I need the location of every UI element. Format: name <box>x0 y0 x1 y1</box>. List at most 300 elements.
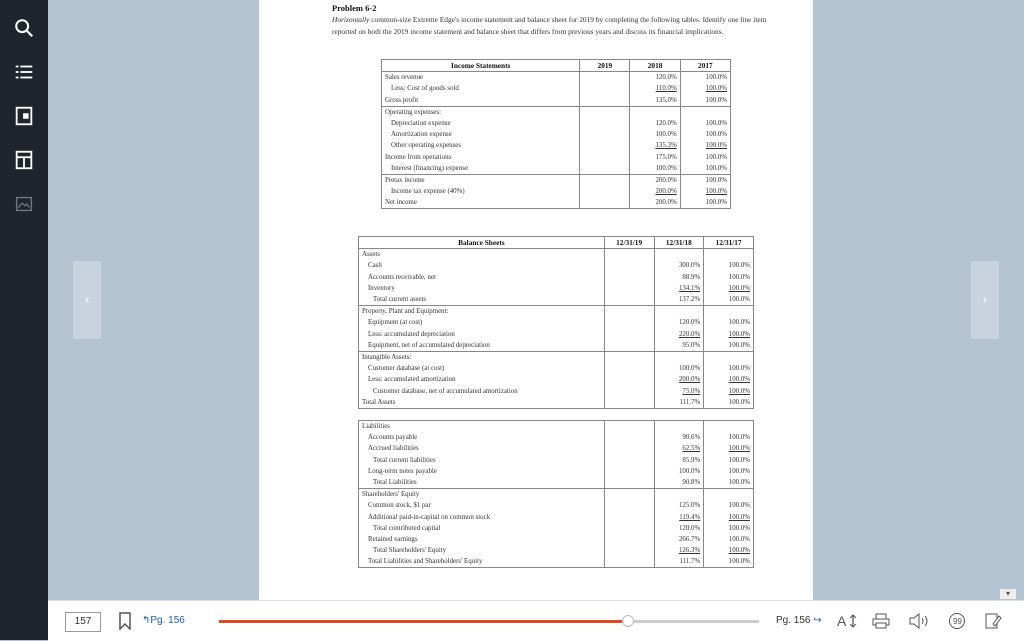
cell-2017 <box>680 174 730 186</box>
value: 120.0% <box>678 319 701 327</box>
row-label: Other operating expenses <box>382 140 580 151</box>
row-label: Amortization expense <box>382 129 580 140</box>
svg-text:A: A <box>837 613 847 629</box>
cell-2017 <box>704 489 754 501</box>
cell-2017 <box>704 545 754 556</box>
value: 100.0% <box>705 96 727 104</box>
cell-2019 <box>580 186 630 197</box>
cell-2017 <box>680 163 730 175</box>
cell-2018 <box>654 489 704 501</box>
balance-row <box>359 489 754 501</box>
row-label: Equipment (at cost) <box>359 317 605 328</box>
row-label: Less: accumulated depreciation <box>359 329 605 340</box>
value: 135.0% <box>655 96 677 104</box>
value: 120.0% <box>678 524 701 532</box>
balance-row <box>359 374 754 385</box>
cell-2018 <box>654 545 704 556</box>
value: 100.0% <box>728 502 750 510</box>
balance-row <box>359 294 754 306</box>
row-label: Common stock, $1 par <box>359 500 605 511</box>
cell-2018 <box>654 374 704 385</box>
cell-2018 <box>654 534 704 545</box>
year-header: 2017 <box>680 60 730 72</box>
cell-2019 <box>580 152 630 163</box>
cell-2018 <box>630 72 680 84</box>
income-row <box>382 186 731 197</box>
bottom-toolbar <box>48 589 1024 641</box>
value: 100.0% <box>705 176 727 184</box>
cell-2018 <box>630 174 680 186</box>
cell-2017 <box>704 363 754 374</box>
cell-2017 <box>704 512 754 523</box>
cell-2017 <box>680 152 730 163</box>
cell-2019 <box>604 374 654 385</box>
cell-2019 <box>580 106 630 118</box>
value: 100.0% <box>728 558 750 566</box>
cell-2019 <box>604 317 654 328</box>
cell-2018 <box>654 443 704 454</box>
value: 100.0% <box>728 319 750 327</box>
balance-row <box>359 500 754 511</box>
value: 100.0% <box>728 296 750 304</box>
book-page <box>259 0 813 600</box>
value: 90.6% <box>682 434 701 442</box>
left-toolbar <box>0 0 48 640</box>
cell-2018 <box>654 260 704 271</box>
cell-2017 <box>680 95 730 107</box>
value: 75.0% <box>682 387 701 395</box>
value: 100.0% <box>678 365 701 373</box>
cell-2018 <box>630 83 680 94</box>
cell-2019 <box>604 489 654 501</box>
cell-2017 <box>704 306 754 318</box>
cell-2017 <box>680 83 730 94</box>
cell-2019 <box>604 432 654 443</box>
row-label: Total current liabilities <box>359 455 605 466</box>
value: 100.0% <box>705 74 727 82</box>
problem-title: Problem 6-2 <box>332 3 377 13</box>
row-label: Accounts receivable, net <box>359 272 605 283</box>
income-statement-table <box>381 59 731 209</box>
value: 88.9% <box>682 273 701 281</box>
balance-row <box>359 466 754 477</box>
value: 175.0% <box>655 153 677 161</box>
cell-2018 <box>630 186 680 197</box>
value: 100.0% <box>705 188 727 196</box>
share-icon: ↪ <box>813 615 822 626</box>
value: 100.0% <box>678 467 701 475</box>
balance-row <box>359 317 754 328</box>
value: 100.0% <box>705 142 727 150</box>
row-label: Equipment, net of accumulated depreciation <box>359 340 605 352</box>
cell-2017 <box>704 421 754 433</box>
cell-2017 <box>680 129 730 140</box>
cell-2018 <box>654 512 704 523</box>
cell-2018 <box>630 118 680 129</box>
value: 100.0% <box>728 376 750 384</box>
value: 125.0% <box>678 502 701 510</box>
cell-2019 <box>604 545 654 556</box>
row-label: Less: Cost of goods sold <box>382 83 580 94</box>
row-label: Property, Plant and Equipment: <box>359 306 605 318</box>
cell-2018 <box>654 294 704 306</box>
cell-2018 <box>654 500 704 511</box>
value: 100.0% <box>728 513 750 521</box>
income-row <box>382 140 731 151</box>
balance-row <box>359 432 754 443</box>
cell-2019 <box>604 363 654 374</box>
cell-2018 <box>654 466 704 477</box>
cell-2017 <box>680 197 730 209</box>
cell-2019 <box>580 197 630 209</box>
value: 120.0% <box>655 120 677 128</box>
cell-2018 <box>654 329 704 340</box>
cell-2019 <box>604 466 654 477</box>
cell-2017 <box>680 118 730 129</box>
balance-row <box>359 260 754 271</box>
progress-fill <box>219 620 628 623</box>
cell-2018 <box>654 306 704 318</box>
value: 100.0% <box>728 330 750 338</box>
spacer-row <box>359 408 754 420</box>
balance-row <box>359 249 754 261</box>
date-header: 12/31/17 <box>704 237 754 249</box>
income-title: Income Statements <box>382 60 580 72</box>
flashcard-icon[interactable] <box>10 146 38 174</box>
balance-row <box>359 283 754 294</box>
value: 62.5% <box>682 445 701 453</box>
row-label: Interest (financing) expense <box>382 163 580 175</box>
year-header: 2018 <box>630 60 680 72</box>
cell-2017 <box>704 432 754 443</box>
cell-2019 <box>604 512 654 523</box>
balance-row <box>359 397 754 409</box>
row-label: Additional paid-in-capital on common stock <box>359 512 605 523</box>
balance-row <box>359 329 754 340</box>
row-label: Depreciation expense <box>382 118 580 129</box>
font-size-icon[interactable] <box>836 611 858 631</box>
cell-2018 <box>654 556 704 568</box>
prev-page-button[interactable] <box>73 261 101 339</box>
row-label: Assets <box>359 249 605 261</box>
row-label: Less: accumulated amortization <box>359 374 605 385</box>
cell-2019 <box>604 397 654 409</box>
cell-2018 <box>654 477 704 489</box>
cell-2017 <box>704 397 754 409</box>
row-label: Liabilities <box>359 421 605 433</box>
value: 100.0% <box>728 273 750 281</box>
cell-2018 <box>654 432 704 443</box>
cell-2019 <box>604 306 654 318</box>
cell-2017 <box>704 385 754 396</box>
row-label: Gross profit <box>382 95 580 107</box>
value: 100.0% <box>728 262 750 270</box>
value: 100.0% <box>728 535 750 543</box>
cell-2019 <box>580 163 630 175</box>
row-label: Pretax income <box>382 174 580 186</box>
value: 100.0% <box>728 398 750 406</box>
value: 100.0% <box>655 164 677 172</box>
current-page-label <box>776 615 822 626</box>
cell-2017 <box>704 556 754 568</box>
row-label: Cash <box>359 260 605 271</box>
value: 100.0% <box>728 341 750 349</box>
notebook-icon[interactable] <box>10 102 38 130</box>
cell-2018 <box>654 421 704 433</box>
value: 100.0% <box>728 434 750 442</box>
cell-2018 <box>654 385 704 396</box>
svg-text:99: 99 <box>953 617 962 626</box>
cell-2018 <box>654 397 704 409</box>
row-label: Long-term notes payable <box>359 466 605 477</box>
cell-2018 <box>654 351 704 363</box>
balance-row <box>359 512 754 523</box>
cell-2017 <box>704 455 754 466</box>
income-row <box>382 72 731 84</box>
cell-2019 <box>580 83 630 94</box>
row-label: Operating expenses: <box>382 106 580 118</box>
cell-2019 <box>604 534 654 545</box>
year-header: 2019 <box>580 60 630 72</box>
annotate-icon[interactable] <box>982 611 1004 631</box>
row-label: Total Assets <box>359 397 605 409</box>
cell-2019 <box>604 421 654 433</box>
cell-2019 <box>580 95 630 107</box>
cell-2018 <box>630 129 680 140</box>
value: 100.0% <box>728 445 750 453</box>
cell-2018 <box>630 163 680 175</box>
cell-2018 <box>654 283 704 294</box>
value: 100.0% <box>728 456 750 464</box>
cell-2018 <box>630 197 680 209</box>
balance-row <box>359 351 754 363</box>
balance-row <box>359 385 754 396</box>
row-label: Inventory <box>359 283 605 294</box>
balance-row <box>359 556 754 568</box>
balance-row <box>359 545 754 556</box>
cell-2018 <box>630 152 680 163</box>
cell-2019 <box>604 340 654 352</box>
row-label: Total contributed capital <box>359 523 605 534</box>
cell-2018 <box>654 272 704 283</box>
cell-2017 <box>680 186 730 197</box>
problem-lead: Horizontally <box>332 15 370 24</box>
cell-2019 <box>604 249 654 261</box>
value: 134.1% <box>678 284 701 292</box>
row-label: Net income <box>382 197 580 209</box>
cell-2019 <box>604 272 654 283</box>
value: 100.0% <box>705 153 727 161</box>
value: 100.0% <box>705 120 727 128</box>
cell-2017 <box>704 249 754 261</box>
value: 220.0% <box>678 330 701 338</box>
value: 200.0% <box>678 376 701 384</box>
balance-row <box>359 534 754 545</box>
value: 137.2% <box>678 296 701 304</box>
date-header: 12/31/19 <box>604 237 654 249</box>
cell-2019 <box>604 443 654 454</box>
value: 200.0% <box>655 176 677 184</box>
current-page-text: Pg. 156 <box>776 615 811 626</box>
cell-2017 <box>704 500 754 511</box>
cell-2017 <box>704 351 754 363</box>
cell-2017 <box>704 466 754 477</box>
cell-2017 <box>704 329 754 340</box>
row-label: Income tax expense (40%) <box>382 186 580 197</box>
cell-2017 <box>704 523 754 534</box>
value: 300.0% <box>678 262 701 270</box>
value: 100.0% <box>705 199 727 207</box>
value: 100.0% <box>655 131 677 139</box>
back-to-page-link[interactable] <box>142 615 185 626</box>
balance-row <box>359 340 754 352</box>
row-label: Total Liabilities and Shareholders' Equity <box>359 556 605 568</box>
row-label: Accrued liabilities <box>359 443 605 454</box>
reading-progress-slider[interactable] <box>219 620 759 623</box>
print-icon[interactable] <box>870 611 892 631</box>
balance-row <box>359 306 754 318</box>
income-row <box>382 152 731 163</box>
row-label: Shareholders' Equity <box>359 489 605 501</box>
value: 266.7% <box>678 535 701 543</box>
value: 95.0% <box>682 341 701 349</box>
cell-2018 <box>630 95 680 107</box>
value: 111.7% <box>679 558 701 566</box>
value: 90.8% <box>682 479 701 487</box>
balance-row <box>359 363 754 374</box>
income-row <box>382 129 731 140</box>
balance-row <box>359 421 754 433</box>
cell-2018 <box>654 340 704 352</box>
cell-2019 <box>580 118 630 129</box>
search-icon[interactable] <box>10 14 38 42</box>
value: 200.0% <box>655 199 677 207</box>
chevron-right-icon: › <box>982 293 988 307</box>
balance-sheet-table <box>358 236 754 568</box>
income-row <box>382 197 731 209</box>
cell-2019 <box>604 477 654 489</box>
value: 85.9% <box>682 456 701 464</box>
income-row <box>382 163 731 175</box>
cell-2018 <box>630 106 680 118</box>
cell-2019 <box>604 455 654 466</box>
cell-2019 <box>604 523 654 534</box>
undo-arrow-icon: ↰ <box>142 615 151 626</box>
row-label: Total current assets <box>359 294 605 306</box>
page-number-input[interactable]: 157 <box>65 612 101 632</box>
cell-2017 <box>704 534 754 545</box>
cell-2019 <box>580 129 630 140</box>
cell-2018 <box>654 249 704 261</box>
problem-body: common-size Extreme Edge's income statement and balance sheet for 2019 by completing the following tables. Identify one line item reported on both the 2019 income statement and balance sheet that differs from previous years and discuss its financial implications. <box>332 15 767 36</box>
value: 100.0% <box>728 524 750 532</box>
value: 100.0% <box>705 164 727 172</box>
comment-icon[interactable] <box>946 611 968 631</box>
cell-2019 <box>604 260 654 271</box>
image-icon[interactable] <box>10 190 38 218</box>
value: 100.0% <box>705 131 727 139</box>
income-row <box>382 118 731 129</box>
income-row <box>382 106 731 118</box>
balance-row <box>359 523 754 534</box>
list-icon[interactable] <box>10 58 38 86</box>
next-page-button[interactable] <box>971 261 999 339</box>
cell-2017 <box>680 140 730 151</box>
bookmark-icon[interactable] <box>118 612 132 633</box>
row-label: Customer database, net of accumulated amortization <box>359 385 605 396</box>
progress-handle[interactable] <box>622 615 634 627</box>
balance-row <box>359 477 754 489</box>
value: 100.0% <box>728 547 750 555</box>
balance-row <box>359 272 754 283</box>
cell-2018 <box>654 317 704 328</box>
cell-2019 <box>604 294 654 306</box>
row-label: Customer database (at cost) <box>359 363 605 374</box>
row-label: Intangible Assets: <box>359 351 605 363</box>
balance-title: Balance Sheets <box>359 237 605 249</box>
value: 126.3% <box>678 547 701 555</box>
value: 110.0% <box>655 85 677 93</box>
row-label: Sales revenue <box>382 72 580 84</box>
cell-2017 <box>704 283 754 294</box>
back-page-label: Pg. 156 <box>150 615 185 626</box>
cell-2019 <box>580 140 630 151</box>
value: 100.0% <box>728 467 750 475</box>
cell-2017 <box>704 317 754 328</box>
row-label: Total Liabilities <box>359 477 605 489</box>
value: 119.4% <box>679 513 701 521</box>
value: 100.0% <box>728 387 750 395</box>
cell-2019 <box>604 556 654 568</box>
cell-2019 <box>580 72 630 84</box>
chevron-left-icon: ‹ <box>84 293 90 307</box>
cell-2019 <box>580 174 630 186</box>
cell-2017 <box>704 340 754 352</box>
value: 135.3% <box>655 142 677 150</box>
cell-2017 <box>704 260 754 271</box>
value: 200.0% <box>655 188 677 196</box>
date-header: 12/31/18 <box>654 237 704 249</box>
cell-2017 <box>704 477 754 489</box>
cell-2018 <box>630 140 680 151</box>
cell-2019 <box>604 385 654 396</box>
row-label: Income from operations <box>382 152 580 163</box>
cell-2017 <box>704 374 754 385</box>
problem-text <box>332 14 784 37</box>
income-row <box>382 95 731 107</box>
value: 100.0% <box>728 365 750 373</box>
row-label: Retained earnings <box>359 534 605 545</box>
row-label: Total Shareholders' Equity <box>359 545 605 556</box>
cell-2017 <box>680 72 730 84</box>
cell-2018 <box>654 523 704 534</box>
cell-2019 <box>604 351 654 363</box>
value: 100.0% <box>728 284 750 292</box>
cell-2019 <box>604 500 654 511</box>
value: 120.0% <box>655 74 677 82</box>
cell-2017 <box>704 272 754 283</box>
income-row <box>382 83 731 94</box>
balance-row <box>359 455 754 466</box>
scroll-down-button[interactable]: ▾ <box>1000 589 1016 599</box>
cell-2017 <box>704 294 754 306</box>
speaker-icon[interactable] <box>908 611 930 631</box>
value: 111.7% <box>679 398 701 406</box>
value: 100.0% <box>728 479 750 487</box>
cell-2017 <box>680 106 730 118</box>
row-label: Accounts payable <box>359 432 605 443</box>
income-row <box>382 174 731 186</box>
